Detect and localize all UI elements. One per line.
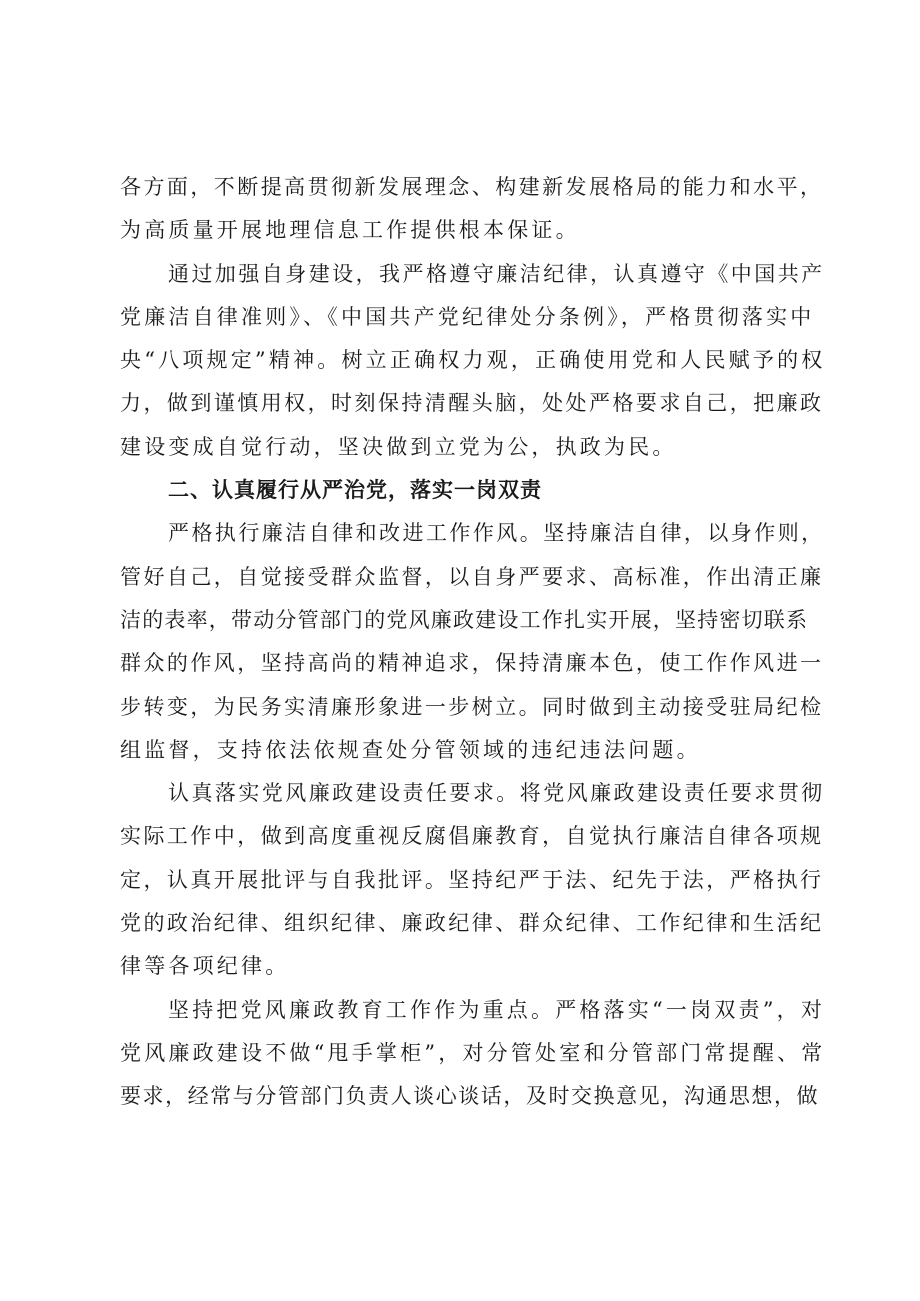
text-line: 央“八项规定”精神。树立正确权力观，正确使用党和人民赋予的权 [120, 348, 826, 373]
text-line: 党的政治纪律、组织纪律、廉政纪律、群众纪律、工作纪律和生活纪 [120, 911, 824, 936]
paragraph-start-line: 通过加强自身建设，我严格遵守廉洁纪律，认真遵守《中国共产 [168, 261, 825, 286]
text-line: 律等各项纪律。 [120, 954, 290, 979]
text-line: 实际工作中，做到高度重视反腐倡廉教育，自觉执行廉洁自律各项规 [120, 824, 824, 849]
paragraph-start-line: 严格执行廉洁自律和改进工作作风。坚持廉洁自律，以身作则， [168, 521, 825, 546]
text-line: 党风廉政建设不做“甩手掌柜”，对分管处室和分管部门常提醒、常 [120, 1040, 826, 1065]
section-heading: 二、认真履行从严治党，落实一岗双责 [168, 478, 542, 503]
document-body [120, 166, 825, 1119]
text-line: 组监督，支持依法依规查处分管领域的违纪违法问题。 [120, 737, 701, 762]
text-line: 步转变，为民务实清廉形象进一步树立。同时做到主动接受驻局纪检 [120, 694, 824, 719]
text-line: 定，认真开展批评与自我批评。坚持纪严于法、纪先于法，严格执行 [120, 867, 824, 892]
text-line: 力，做到谨慎用权，时刻保持清醒头脑，处处严格要求自己，把廉政 [120, 391, 824, 416]
text-line: 各方面，不断提高贯彻新发展理念、构建新发展格局的能力和水平， [120, 175, 824, 199]
text-line: 党廉洁自律准则》、《中国共产党纪律处分条例》，严格贯彻落实中 [120, 304, 815, 329]
text-line: 建设变成自觉行动，坚决做到立党为公，执政为民。 [120, 434, 677, 459]
text-line: 为高质量开展地理信息工作提供根本保证。 [120, 218, 580, 243]
text-line: 管好自己，自觉接受群众监督，以自身严要求、高标准，作出清正廉 [120, 564, 824, 589]
text-line: 要求，经常与分管部门负责人谈心谈话，及时交换意见，沟通思想，做 [120, 1084, 820, 1109]
text-line: 洁的表率，带动分管部门的党风廉政建设工作扎实开展，坚持密切联系 [120, 607, 809, 632]
paragraph-start-line: 认真落实党风廉政建设责任要求。将党风廉政建设责任要求贯彻 [168, 781, 825, 806]
text-line: 群众的作风，坚持高尚的精神追求，保持清廉本色，使工作作风进一 [120, 651, 824, 676]
paragraph-start-line: 坚持把党风廉政教育工作作为重点。严格落实“一岗双责”，对 [168, 997, 826, 1022]
